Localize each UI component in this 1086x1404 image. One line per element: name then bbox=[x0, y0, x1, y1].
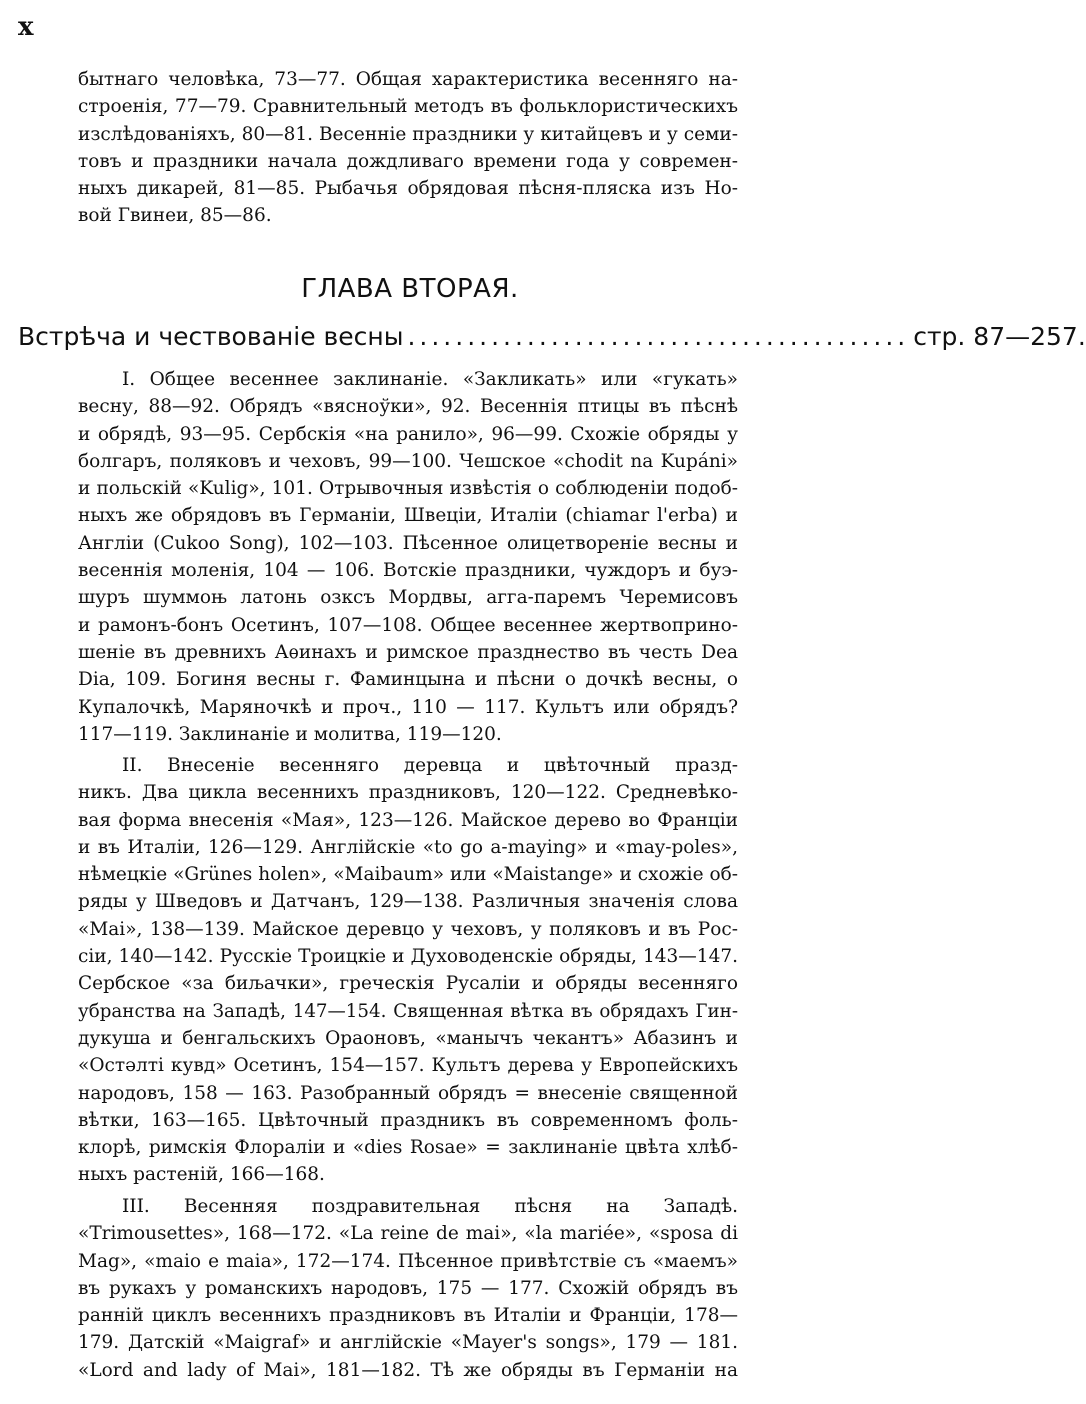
text-line: ныхъ же обрядовъ въ Германіи, Швеціи, Италіи (chiamar l'erba) и bbox=[78, 505, 738, 527]
text-line: Dia, 109. Богиня весны г. Фаминцына и пѣсни о дочкѣ весны, о bbox=[78, 669, 738, 691]
text-line: вой Гвинеи, 85—86. bbox=[78, 205, 272, 227]
text-line: и польскій «Kulig», 101. Отрывочныя извѣстія о соблюденіи подоб- bbox=[78, 478, 738, 500]
text-line: «Trimousettes», 168—172. «La reine de mai», «la mariée», «sposa di bbox=[78, 1223, 738, 1245]
leader-dots: .......................................... bbox=[407, 322, 910, 351]
text-line: никъ. Два цикла весеннихъ праздниковъ, 120—122. Средневѣко- bbox=[78, 782, 738, 804]
text-line: 179. Датскій «Maigraf» и англійскіе «Mayer's songs», 179 — 181. bbox=[78, 1332, 738, 1354]
text-line: Сербское «за биљачки», греческія Русаліи и обряды весенняго bbox=[78, 973, 738, 995]
text-line: 117—119. Заклинаніе и молитва, 119—120. bbox=[78, 723, 502, 745]
text-line: весеннія моленія, 104 — 106. Вотскіе праздники, чуждоръ и буэ- bbox=[78, 560, 738, 582]
top-paragraph bbox=[78, 66, 738, 230]
text-line: вѣтки, 163—165. Цвѣточный праздникъ въ современномъ фоль- bbox=[78, 1109, 738, 1131]
chapter-page-range: стр. 87—257. bbox=[913, 322, 1086, 351]
section-1-paragraph bbox=[78, 366, 738, 748]
text-line: вая форма внесенія «Мая», 123—126. Майское дерево во Франціи bbox=[78, 809, 738, 831]
section-2-title-line: II. Внесеніе весенняго деревца и цвѣточный празд- bbox=[122, 755, 738, 776]
section-3-paragraph bbox=[78, 1193, 738, 1384]
text-line: ранній циклъ весеннихъ праздниковъ въ Италіи и Франціи, 178— bbox=[78, 1305, 738, 1327]
text-line: Купалочкѣ, Маряночкѣ и проч., 110 — 117. Культъ или обрядъ? bbox=[78, 696, 738, 718]
chapter-heading: ГЛАВА ВТОРАЯ. bbox=[301, 274, 519, 304]
text-line: шеніе въ древнихъ Аѳинахъ и римское празднество въ честь Dea bbox=[78, 641, 738, 663]
text-line: и въ Италіи, 126—129. Англійскіе «to go a-maying» и «may-poles», bbox=[78, 836, 738, 858]
text-line: бытнаго человѣка, 73—77. Общая характеристика весенняго на- bbox=[78, 69, 738, 90]
text-line: товъ и праздники начала дождливаго времени года у современ- bbox=[78, 150, 738, 172]
text-line: ныхъ дикарей, 81—85. Рыбачья обрядовая пѣсня-пляска изъ Но- bbox=[78, 178, 738, 200]
section-1-title-line: I. Общее весеннее заклинаніе. «Закликать» или «гукать» bbox=[122, 369, 738, 390]
text-line: «Остәлті кувд» Осетинъ, 154—157. Культъ дерева у Европейскихъ bbox=[78, 1055, 738, 1077]
text-line: и обрядѣ, 93—95. Сербскія «на ранило», 96—99. Схожіе обряды у bbox=[78, 423, 738, 445]
page-number: x bbox=[18, 12, 34, 42]
text-line: «Mai», 138—139. Майское деревцо у чеховъ, у поляковъ и въ Рос- bbox=[78, 918, 738, 940]
text-line: Англіи (Cukoo Song), 102—103. Пѣсенное олицетвореніе весны и bbox=[78, 532, 738, 554]
text-line: дукуша и бенгальскихъ Ораоновъ, «манычъ чекантъ» Абазинъ и bbox=[78, 1027, 738, 1049]
text-line: сіи, 140—142. Русскіе Троицкіе и Духоводенскіе обряды, 143—147. bbox=[78, 946, 738, 968]
section-3-title-line: III. Весенняя поздравительная пѣсня на Западѣ. bbox=[122, 1196, 738, 1217]
text-line: убранства на Западѣ, 147—154. Священная вѣтка въ обрядахъ Гин- bbox=[78, 1000, 738, 1022]
section-2-paragraph bbox=[78, 752, 738, 1189]
text-line: ряды у Шведовъ и Датчанъ, 129—138. Различныя значенія слова bbox=[78, 891, 738, 913]
text-line: изслѣдованіяхъ, 80—81. Весенніе праздники у китайцевъ и у семи- bbox=[78, 123, 738, 145]
text-line: ныхъ растеній, 166—168. bbox=[78, 1164, 325, 1186]
chapter-title-row bbox=[18, 320, 1086, 354]
text-line: весну, 88—92. Обрядъ «вясноўки», 92. Весеннія птицы въ пѣснѣ bbox=[78, 396, 738, 418]
text-line: строенія, 77—79. Сравнительный методъ въ фольклористическихъ bbox=[78, 96, 738, 118]
chapter-title: Встрѣча и чествованіе весны bbox=[18, 322, 404, 351]
text-line: народовъ, 158 — 163. Разобранный обрядъ = внесеніе священной bbox=[78, 1082, 738, 1104]
text-line: болгаръ, поляковъ и чеховъ, 99—100. Чешское «chodit na Kupáni» bbox=[78, 450, 738, 472]
text-line: «Lord and lady of Mai», 181—182. Тѣ же обряды въ Германіи на bbox=[78, 1359, 738, 1381]
text-line: Mag», «maio e maia», 172—174. Пѣсенное привѣтствіе съ «маемъ» bbox=[78, 1250, 738, 1272]
text-line: клорѣ, римскія Флораліи и «dies Rosae» = заклинаніе цвѣта хлѣб- bbox=[78, 1137, 738, 1159]
text-line: въ рукахъ у романскихъ народовъ, 175 — 177. Схожій обрядъ въ bbox=[78, 1277, 738, 1299]
text-line: нѣмецкіе «Grünes holen», «Maibaum» или «Maistange» и схожіе об- bbox=[78, 864, 738, 886]
text-line: и рамонъ-бонъ Осетинъ, 107—108. Общее весеннее жертвоприно- bbox=[78, 614, 738, 636]
text-line: шуръ шуммоњ латонь озксъ Мордвы, агга-паремъ Черемисовъ bbox=[78, 587, 738, 609]
